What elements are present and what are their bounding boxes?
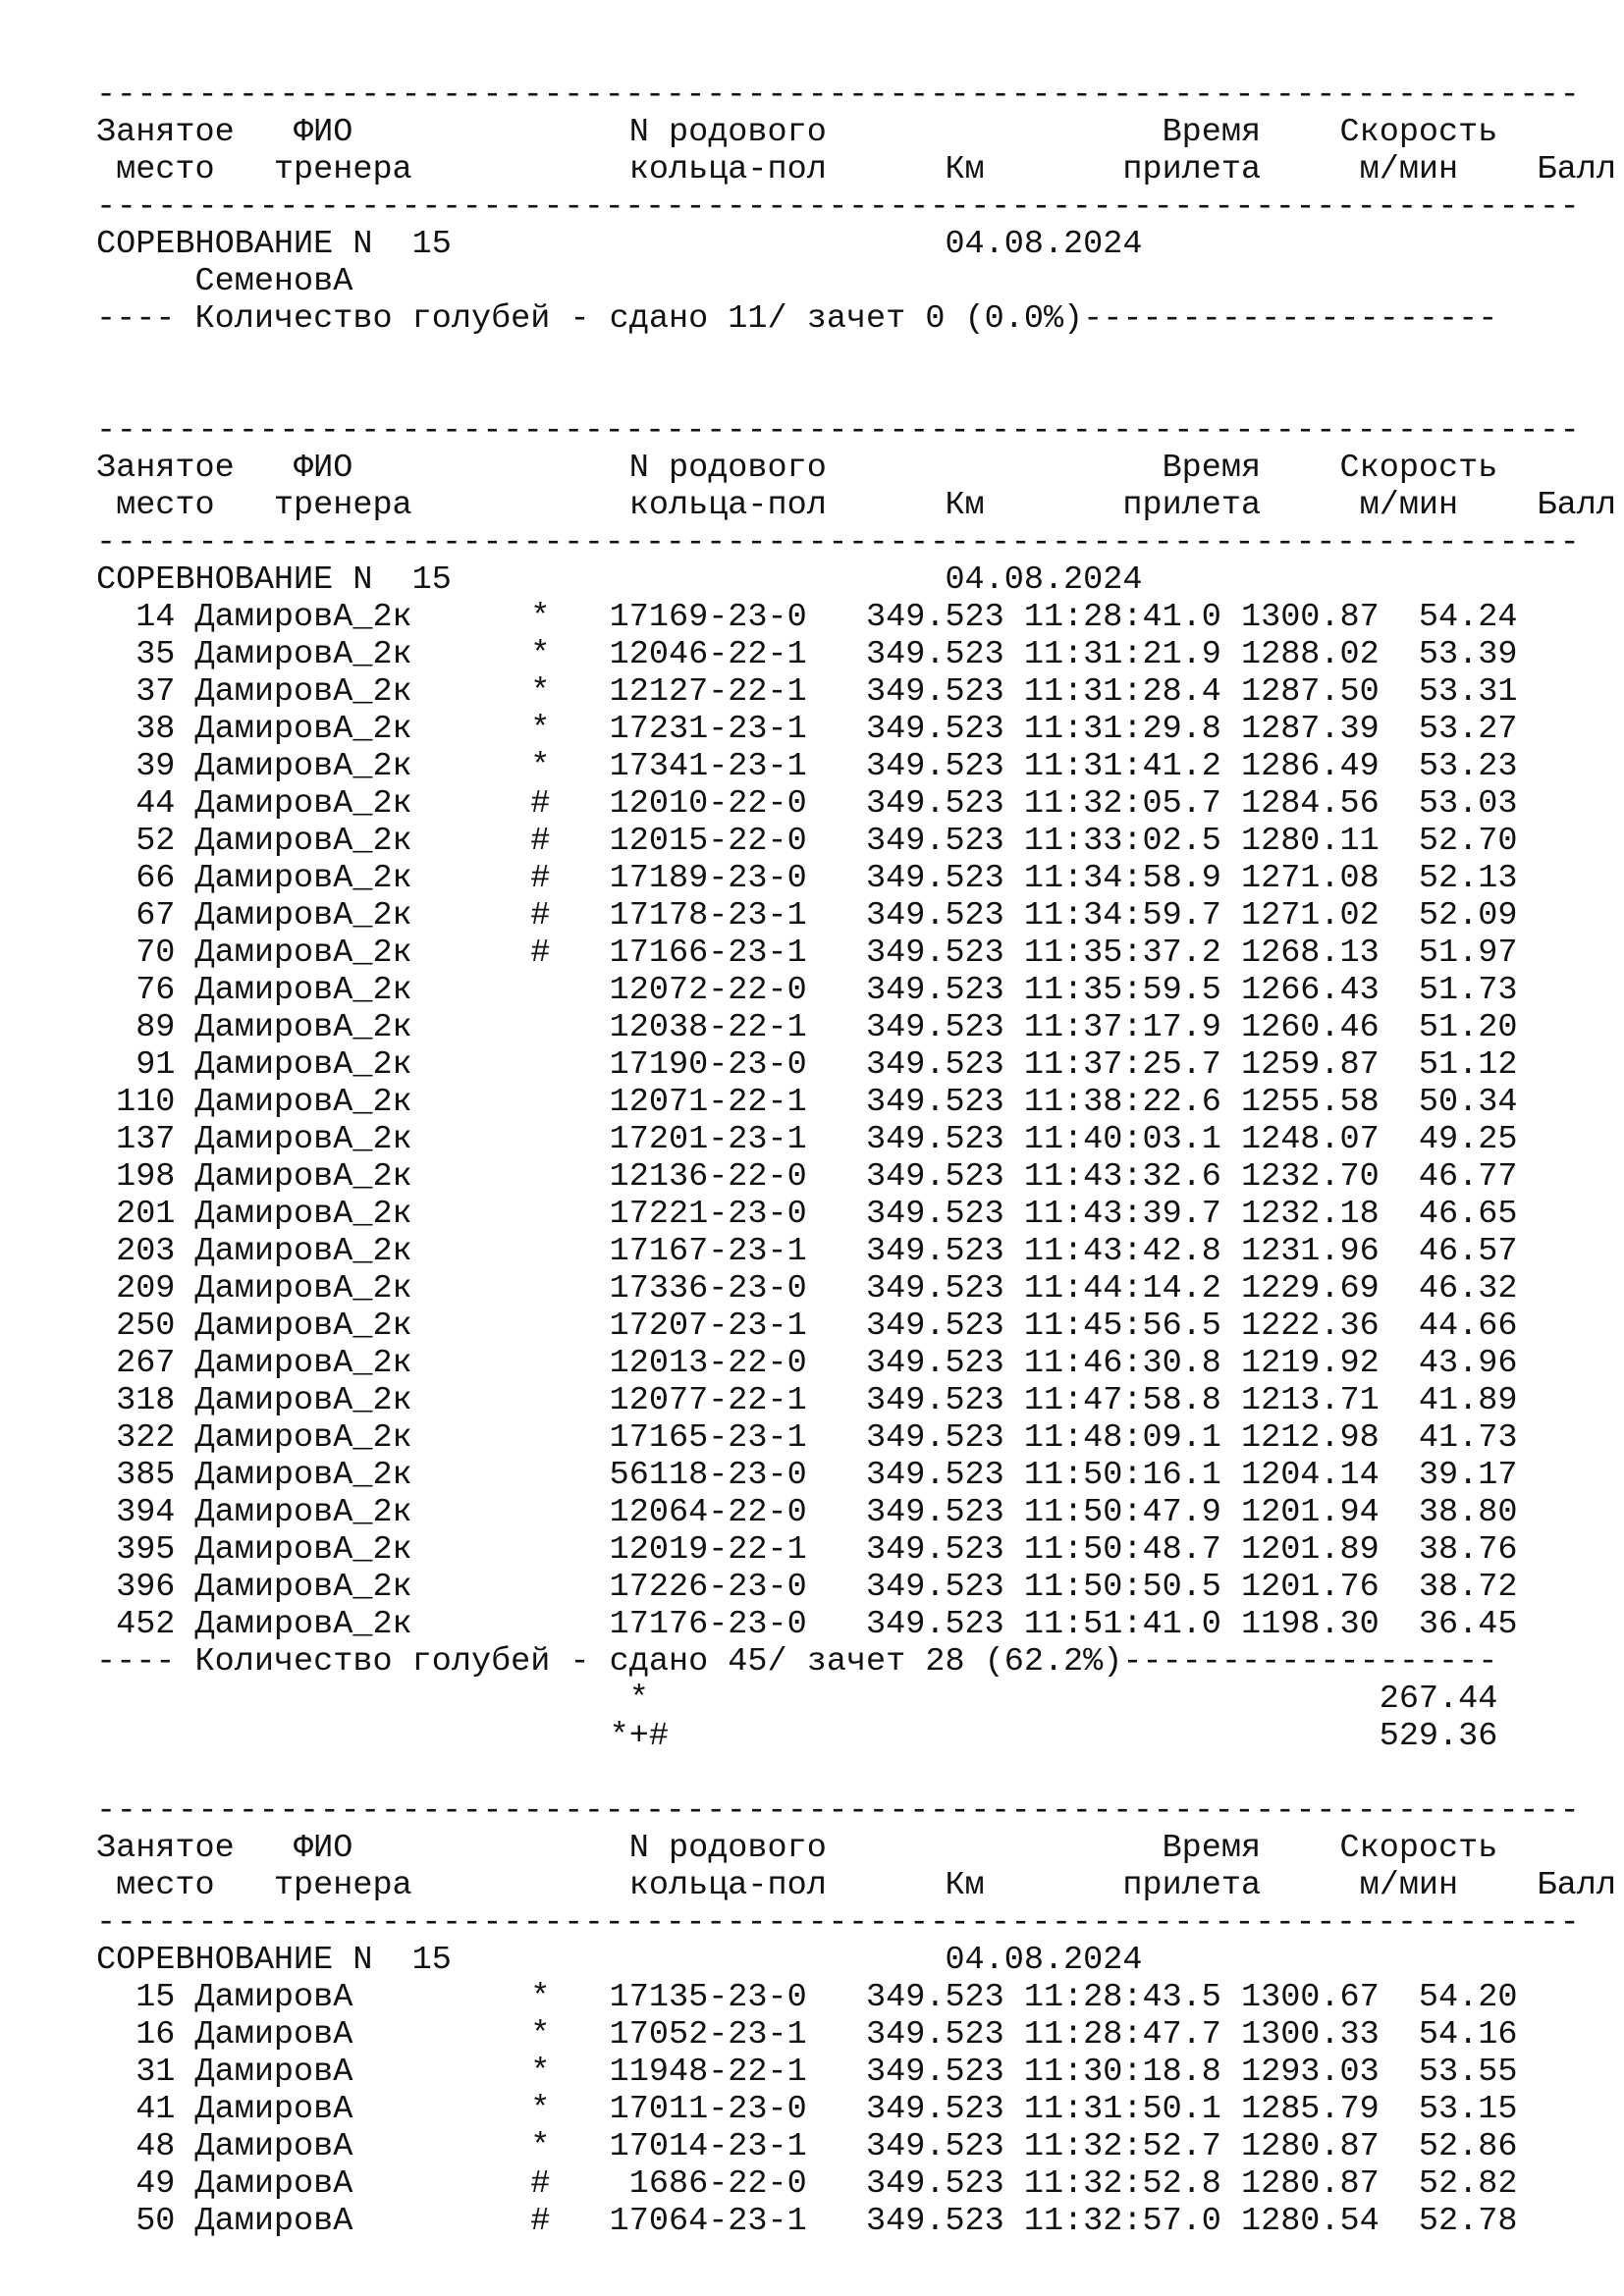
result-row: 41 ДамировА * 17011-23-0 349.523 11:31:50.1 1285.79 53.15: [96, 2091, 1518, 2128]
result-row: 39 ДамировА_2к * 17341-23-1 349.523 11:31:41.2 1286.49 53.23: [96, 748, 1518, 785]
result-row: 49 ДамировА # 1686-22-0 349.523 11:32:52.8 1280.87 52.82: [96, 2165, 1518, 2203]
result-row: 14 ДамировА_2к * 17169-23-0 349.523 11:28:41.0 1300.87 54.24: [96, 599, 1518, 636]
result-row: 250 ДамировА_2к 17207-23-1 349.523 11:45:56.5 1222.36 44.66: [96, 1308, 1518, 1345]
result-row: 52 ДамировА_2к # 12015-22-0 349.523 11:33:02.5 1280.11 52.70: [96, 823, 1518, 860]
result-row: 137 ДамировА_2к 17201-23-1 349.523 11:40:03.1 1248.07 49.25: [96, 1121, 1518, 1158]
result-row: 37 ДамировА_2к * 12127-22-1 349.523 11:31:28.4 1287.50 53.31: [96, 673, 1518, 711]
result-row: 44 ДамировА_2к # 12010-22-0 349.523 11:32:05.7 1284.56 53.03: [96, 785, 1518, 823]
column-header-line: место тренера кольца-пол Км прилета м/мин Балл: [96, 487, 1616, 524]
column-header-line: место тренера кольца-пол Км прилета м/мин Балл: [96, 1867, 1616, 1904]
result-row: 209 ДамировА_2к 17336-23-0 349.523 11:44:14.2 1229.69 46.32: [96, 1270, 1518, 1308]
result-row: 35 ДамировА_2к * 12046-22-1 349.523 11:31:21.9 1288.02 53.39: [96, 636, 1518, 673]
blank-line: [96, 1755, 1616, 1792]
points-total: *+# 529.36: [96, 1718, 1498, 1755]
result-row: 198 ДамировА_2к 12136-22-0 349.523 11:43:32.6 1232.70 46.77: [96, 1158, 1518, 1196]
result-row: 318 ДамировА_2к 12077-22-1 349.523 11:47:58.8 1213.71 41.89: [96, 1382, 1518, 1419]
header-separator-top: -------------------------------------------------------------------------: [96, 412, 1581, 450]
result-row: 452 ДамировА_2к 17176-23-0 349.523 11:51:41.0 1198.30 36.45: [96, 1606, 1518, 1643]
competition-title: СОРЕВНОВАНИЕ N 15 04.08.2024: [96, 1942, 1143, 1979]
result-row: 385 ДамировА_2к 56118-23-0 349.523 11:50:16.1 1204.14 39.17: [96, 1457, 1518, 1494]
result-row: 16 ДамировА * 17052-23-1 349.523 11:28:47.7 1300.33 54.16: [96, 2016, 1518, 2054]
blank-line: [96, 375, 1616, 412]
blank-line: [96, 338, 1616, 375]
result-row: 91 ДамировА_2к 17190-23-0 349.523 11:37:25.7 1259.87 51.12: [96, 1046, 1518, 1084]
result-row: 38 ДамировА_2к * 17231-23-1 349.523 11:31:29.8 1287.39 53.27: [96, 711, 1518, 748]
result-row: 70 ДамировА_2к # 17166-23-1 349.523 11:35:37.2 1268.13 51.97: [96, 934, 1518, 972]
pigeon-count-summary: ---- Количество голубей - сдано 45/ зачет 28 (62.2%)-------------------: [96, 1643, 1498, 1681]
points-total: * 267.44: [96, 1681, 1498, 1718]
header-separator-bottom: -------------------------------------------------------------------------: [96, 1904, 1581, 1942]
header-separator-top: -------------------------------------------------------------------------: [96, 1792, 1581, 1830]
result-row: 15 ДамировА * 17135-23-0 349.523 11:28:43.5 1300.67 54.20: [96, 1979, 1518, 2016]
column-header-line: Занятое ФИО N родового Время Скорость: [96, 450, 1498, 487]
result-row: 50 ДамировА # 17064-23-1 349.523 11:32:57.0 1280.54 52.78: [96, 2203, 1518, 2240]
result-row: 67 ДамировА_2к # 17178-23-1 349.523 11:34:59.7 1271.02 52.09: [96, 897, 1518, 934]
result-row: 203 ДамировА_2к 17167-23-1 349.523 11:43:42.8 1231.96 46.57: [96, 1233, 1518, 1270]
result-row: 76 ДамировА_2к 12072-22-0 349.523 11:35:59.5 1266.43 51.73: [96, 972, 1518, 1009]
result-row: 322 ДамировА_2к 17165-23-1 349.523 11:48:09.1 1212.98 41.73: [96, 1419, 1518, 1457]
header-separator-bottom: -------------------------------------------------------------------------: [96, 524, 1581, 561]
competition-title: СОРЕВНОВАНИЕ N 15 04.08.2024: [96, 561, 1143, 599]
result-row: 267 ДамировА_2к 12013-22-0 349.523 11:46:30.8 1219.92 43.96: [96, 1345, 1518, 1382]
column-header-line: место тренера кольца-пол Км прилета м/мин Балл: [96, 151, 1616, 188]
result-row: 66 ДамировА_2к # 17189-23-0 349.523 11:34:58.9 1271.08 52.13: [96, 860, 1518, 897]
header-separator-top: -------------------------------------------------------------------------: [96, 77, 1581, 114]
result-row: 395 ДамировА_2к 12019-22-1 349.523 11:50:48.7 1201.89 38.76: [96, 1531, 1518, 1569]
result-row: 394 ДамировА_2к 12064-22-0 349.523 11:50:47.9 1201.94 38.80: [96, 1494, 1518, 1531]
result-row: 201 ДамировА_2к 17221-23-0 349.523 11:43:39.7 1232.18 46.65: [96, 1196, 1518, 1233]
column-header-line: Занятое ФИО N родового Время Скорость: [96, 1830, 1498, 1867]
pigeon-count-summary: ---- Количество голубей - сдано 11/ зачет 0 (0.0%)---------------------: [96, 300, 1498, 338]
competition-title: СОРЕВНОВАНИЕ N 15 04.08.2024: [96, 226, 1143, 263]
result-row: 396 ДамировА_2к 17226-23-0 349.523 11:50:50.5 1201.76 38.72: [96, 1569, 1518, 1606]
result-row: 31 ДамировА * 11948-22-1 349.523 11:30:18.8 1293.03 53.55: [96, 2054, 1518, 2091]
result-row: 89 ДамировА_2к 12038-22-1 349.523 11:37:17.9 1260.46 51.20: [96, 1009, 1518, 1046]
header-separator-bottom: -------------------------------------------------------------------------: [96, 188, 1581, 226]
results-report: [96, 77, 1616, 2240]
column-header-line: Занятое ФИО N родового Время Скорость: [96, 114, 1498, 151]
result-row: 110 ДамировА_2к 12071-22-1 349.523 11:38:22.6 1255.58 50.34: [96, 1084, 1518, 1121]
result-row: 48 ДамировА * 17014-23-1 349.523 11:32:52.7 1280.87 52.86: [96, 2128, 1518, 2165]
result-row: СеменовА: [96, 263, 353, 300]
